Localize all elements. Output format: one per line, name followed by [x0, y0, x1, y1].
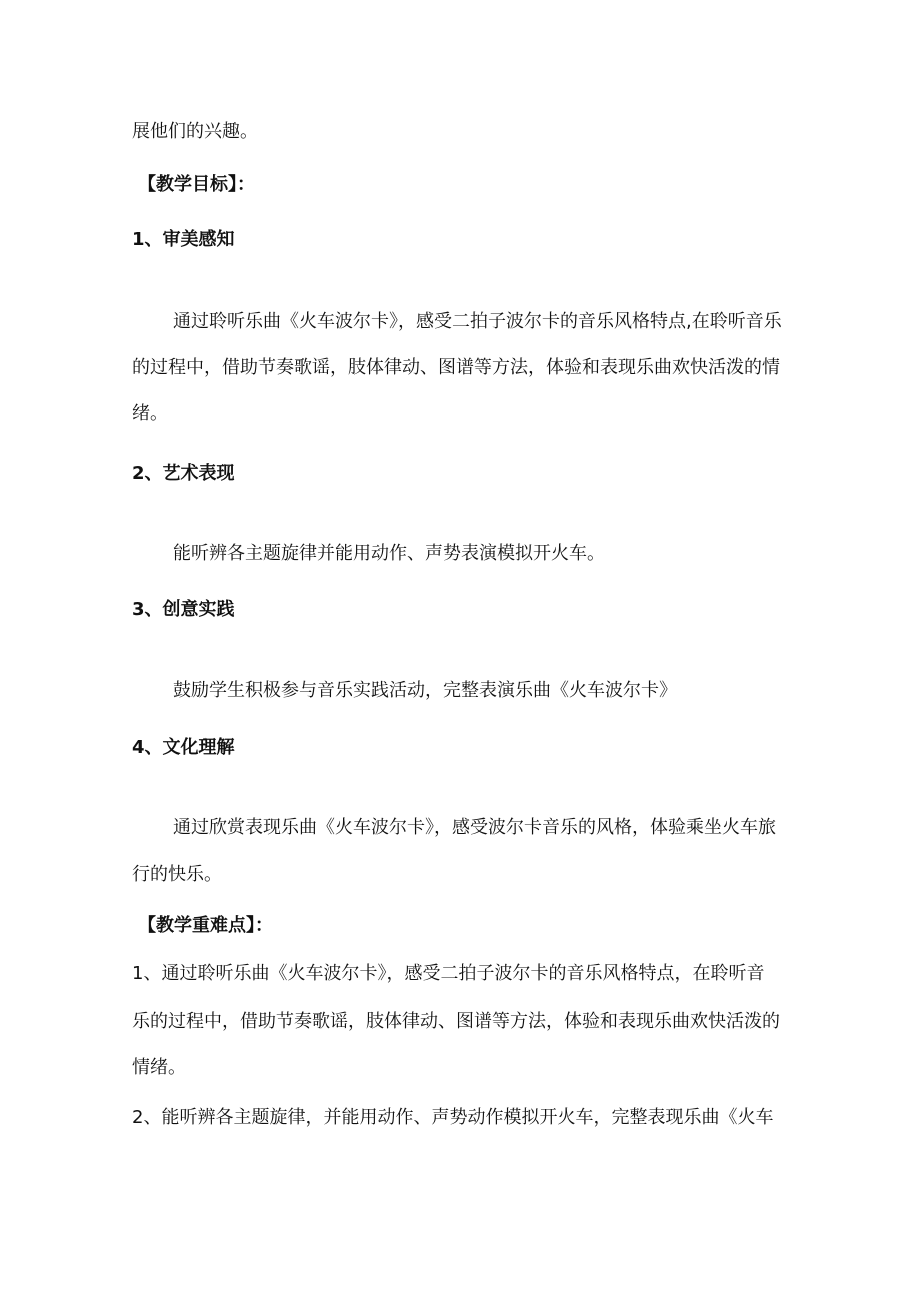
objective-text-line: 行的快乐。 — [132, 864, 222, 885]
objective-title: 4、文化理解 — [132, 737, 235, 758]
objective-title: 1、审美感知 — [132, 229, 235, 250]
objective-text-line: 鼓励学生积极参与音乐实践活动，完整表演乐曲《火车波尔卡》 — [173, 680, 677, 701]
objective-title: 2、艺术表现 — [132, 463, 235, 484]
key-point-text-line: 2、能听辨各主题旋律，并能用动作、声势动作模拟开火车，完整表现乐曲《火车 — [132, 1107, 774, 1128]
continuation-text: 展他们的兴趣。 — [132, 121, 258, 142]
key-point-text-line: 1、通过聆听乐曲《火车波尔卡》，感受二拍子波尔卡的音乐风格特点，在聆听音 — [132, 963, 765, 984]
objectives-heading: 【教学目标】： — [138, 174, 255, 195]
key-point-text-line: 乐的过程中，借助节奏歌谣，肢体律动、图谱等方法，体验和表现乐曲欢快活泼的 — [132, 1011, 780, 1032]
objective-text-line: 通过欣赏表现乐曲《火车波尔卡》，感受波尔卡音乐的风格，体验乘坐火车旅 — [173, 817, 776, 838]
objective-text-line: 绪。 — [132, 403, 168, 424]
key-points-heading: 【教学重难点】： — [138, 915, 273, 936]
objective-title: 3、创意实践 — [132, 599, 235, 620]
objective-text-line: 的过程中，借助节奏歌谣，肢体律动、图谱等方法，体验和表现乐曲欢快活泼的情 — [132, 357, 780, 378]
objective-text-line: 能听辨各主题旋律并能用动作、声势表演模拟开火车。 — [173, 543, 605, 564]
objective-text-line: 通过聆听乐曲《火车波尔卡》，感受二拍子波尔卡的音乐风格特点,在聆听音乐 — [173, 311, 782, 332]
key-point-text-line: 情绪。 — [132, 1057, 186, 1078]
